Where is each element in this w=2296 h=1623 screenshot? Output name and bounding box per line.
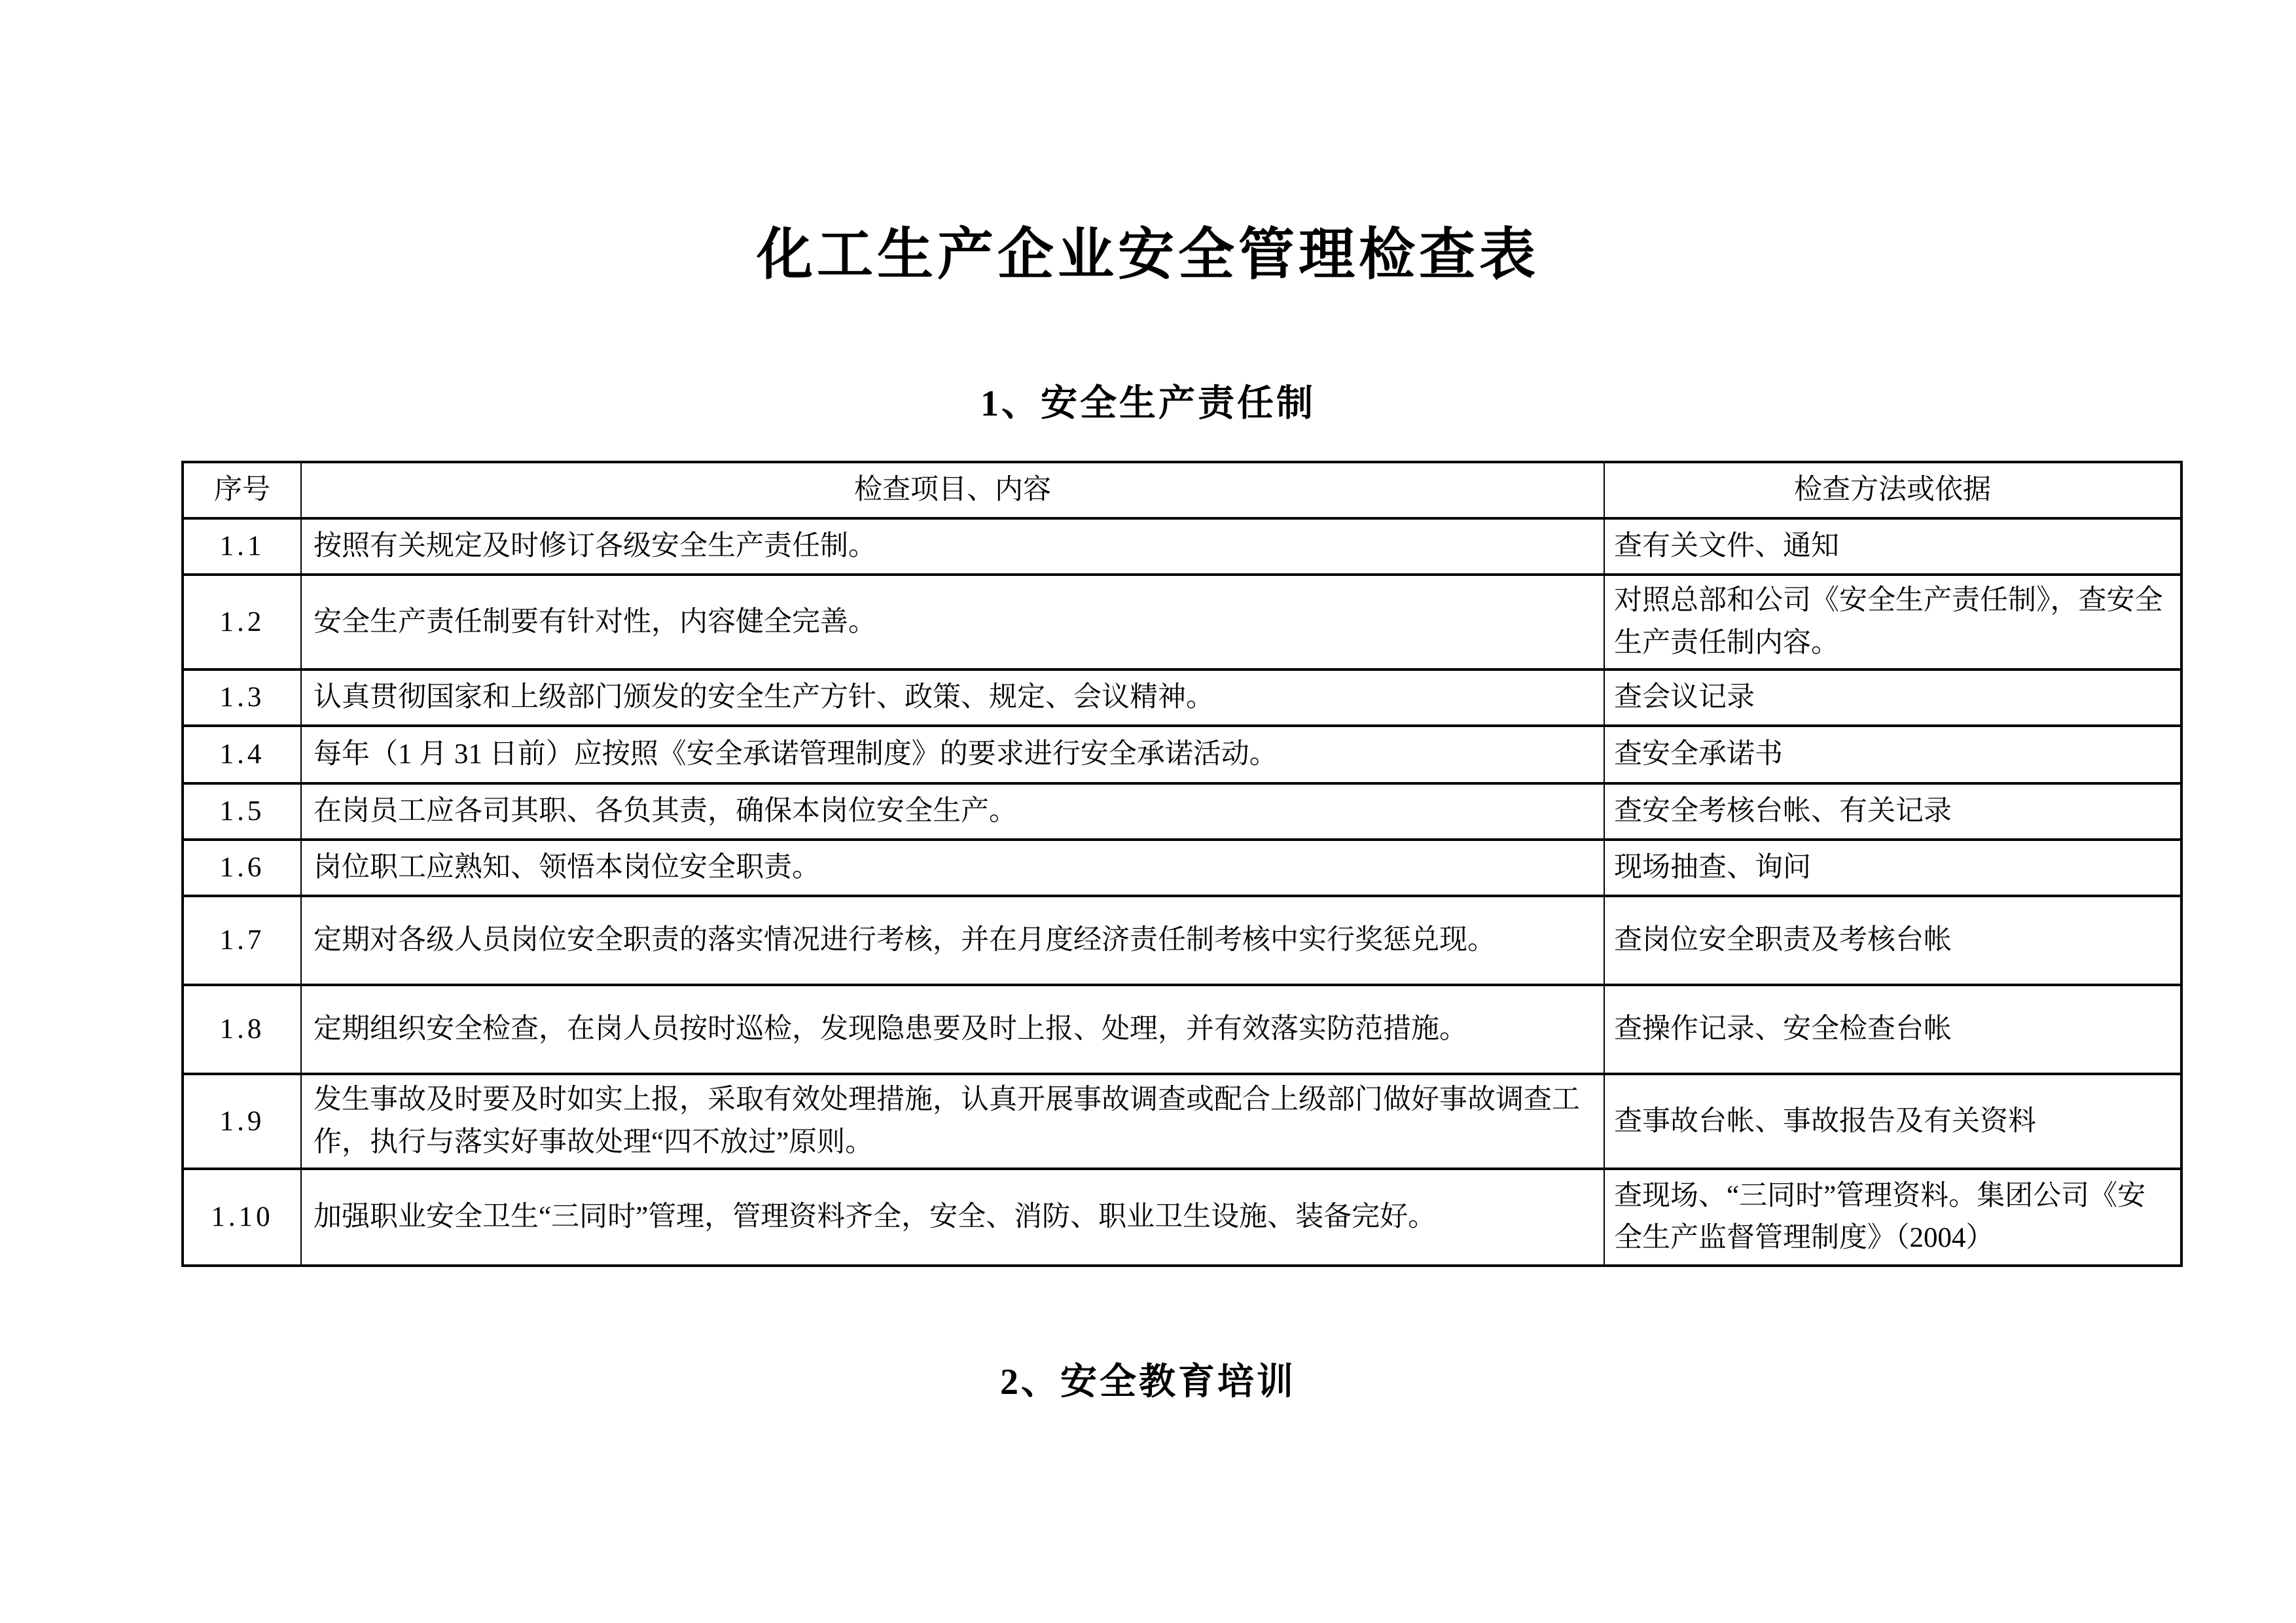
table-row [183, 575, 2181, 669]
table-row [183, 726, 2181, 783]
row-inspection-content: 加强职业安全卫生“三同时”管理，管理资料齐全，安全、消防、职业卫生设施、装备完好。 [301, 1169, 1604, 1266]
table-row [183, 518, 2181, 575]
table-row [183, 985, 2181, 1074]
row-inspection-method: 查岗位安全职责及考核台帐 [1604, 896, 2181, 985]
row-inspection-content: 按照有关规定及时修订各级安全生产责任制。 [301, 518, 1604, 575]
row-serial-number: 1.10 [183, 1169, 301, 1266]
row-inspection-content: 认真贯彻国家和上级部门颁发的安全生产方针、政策、规定、会议精神。 [301, 669, 1604, 726]
row-inspection-content: 发生事故及时要及时如实上报，采取有效处理措施，认真开展事故调查或配合上级部门做好事故调查工作，执行与落实好事故处理“四不放过”原则。 [301, 1074, 1604, 1169]
row-inspection-method: 查安全承诺书 [1604, 726, 2181, 783]
row-inspection-method: 查操作记录、安全检查台帐 [1604, 985, 2181, 1074]
row-inspection-content: 安全生产责任制要有针对性，内容健全完善。 [301, 575, 1604, 669]
table-header-row [183, 462, 2181, 518]
safety-responsibility-table [181, 461, 2183, 1267]
row-inspection-method: 查现场、“三同时”管理资料。集团公司《安全生产监督管理制度》（2004） [1604, 1169, 2181, 1266]
row-inspection-content: 定期对各级人员岗位安全职责的落实情况进行考核，并在月度经济责任制考核中实行奖惩兑现。 [301, 896, 1604, 985]
row-inspection-method: 现场抽查、询问 [1604, 840, 2181, 896]
row-inspection-method: 查会议记录 [1604, 669, 2181, 726]
row-inspection-content: 定期组织安全检查，在岗人员按时巡检，发现隐患要及时上报、处理，并有效落实防范措施。 [301, 985, 1604, 1074]
page-title: 化工生产企业安全管理检查表 [757, 223, 1539, 286]
row-serial-number: 1.8 [183, 985, 301, 1074]
header-inspection-method-basis: 检查方法或依据 [1604, 462, 2181, 518]
header-serial-number: 序号 [183, 462, 301, 518]
row-serial-number: 1.4 [183, 726, 301, 783]
row-serial-number: 1.6 [183, 840, 301, 896]
row-serial-number: 1.7 [183, 896, 301, 985]
section-2-heading: 2、安全教育培训 [1000, 1362, 1296, 1403]
row-serial-number: 1.5 [183, 783, 301, 840]
row-inspection-content: 在岗员工应各司其职、各负其责，确保本岗位安全生产。 [301, 783, 1604, 840]
row-inspection-method: 查安全考核台帐、有关记录 [1604, 783, 2181, 840]
row-inspection-content: 岗位职工应熟知、领悟本岗位安全职责。 [301, 840, 1604, 896]
table-row [183, 840, 2181, 896]
row-serial-number: 1.1 [183, 518, 301, 575]
header-inspection-item-content: 检查项目、内容 [301, 462, 1604, 518]
section-1-heading: 1、安全生产责任制 [980, 383, 1316, 424]
row-serial-number: 1.9 [183, 1074, 301, 1169]
table-row [183, 1169, 2181, 1266]
row-inspection-method: 对照总部和公司《安全生产责任制》，查安全生产责任制内容。 [1604, 575, 2181, 669]
table-row [183, 896, 2181, 985]
row-serial-number: 1.2 [183, 575, 301, 669]
table-row [183, 783, 2181, 840]
row-inspection-content: 每年（1 月 31 日前）应按照《安全承诺管理制度》的要求进行安全承诺活动。 [301, 726, 1604, 783]
table-row [183, 1074, 2181, 1169]
table-row [183, 669, 2181, 726]
row-serial-number: 1.3 [183, 669, 301, 726]
row-inspection-method: 查有关文件、通知 [1604, 518, 2181, 575]
row-inspection-method: 查事故台帐、事故报告及有关资料 [1604, 1074, 2181, 1169]
